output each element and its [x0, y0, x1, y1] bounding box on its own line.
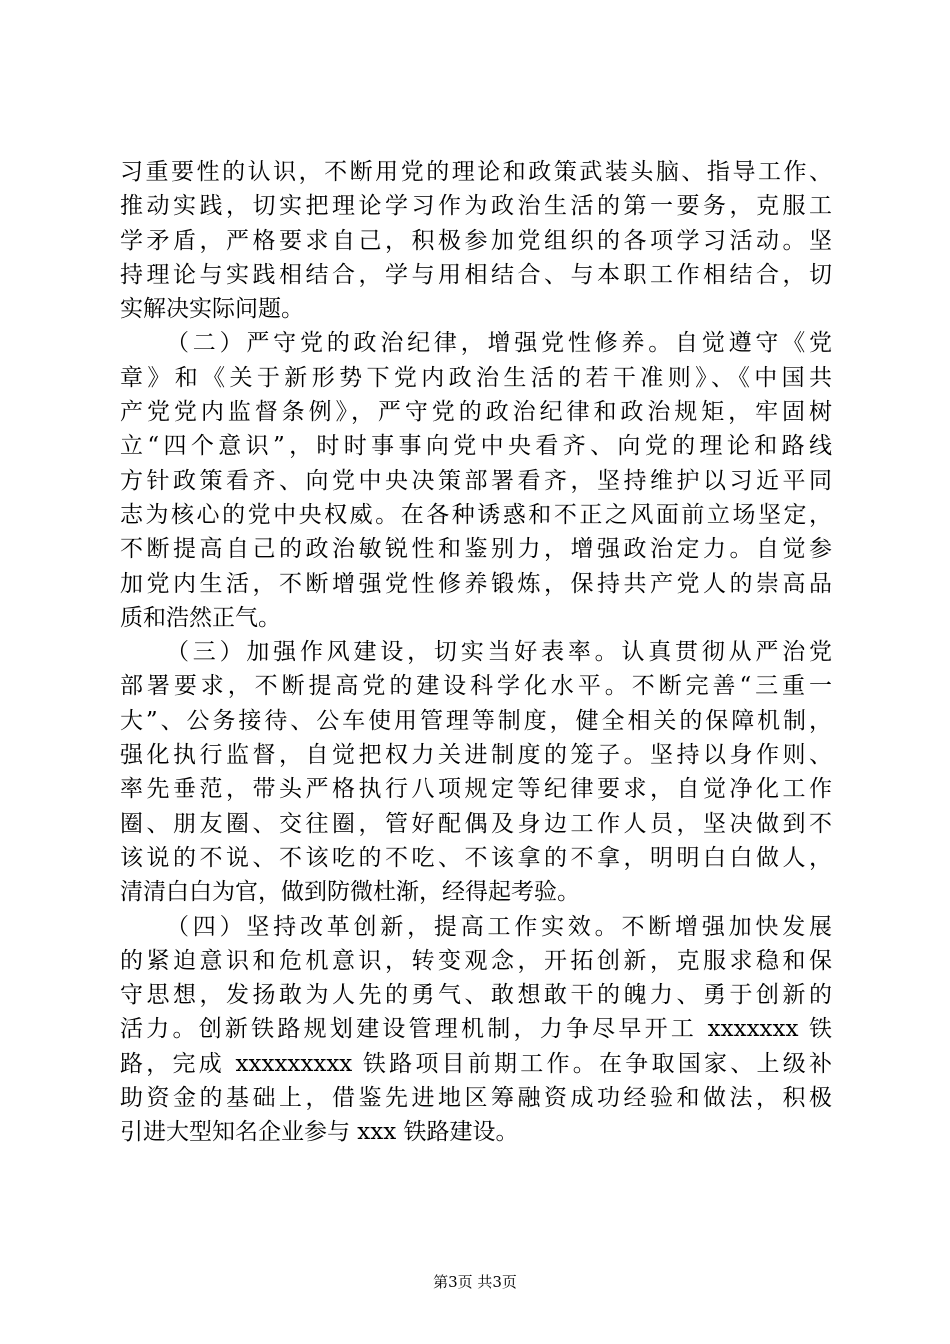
document-body — [120, 155, 832, 1150]
paragraph-4-first-line: （四）坚持改革创新，提高工作实效。不断增强加快发展 — [166, 913, 832, 940]
text-line: 质和浩然正气。 — [120, 604, 281, 631]
text-line: 产党党内监督条例》，严守党的政治纪律和政治规矩，牢固树 — [120, 399, 832, 426]
text-line: 志为核心的党中央权威。在各种诱惑和不正之风面前立场坚定， — [120, 501, 832, 528]
text-line: 的紧迫意识和危机意识，转变观念，开拓创新，克服求稳和保 — [120, 947, 832, 974]
text-line: 清清白白为官，做到防微杜渐，经得起考验。 — [120, 879, 580, 906]
text-line: 立“四个意识”，时时事事向党中央看齐、向党的理论和路线 — [120, 433, 832, 460]
text-line: 引进大型知名企业参与 xxx 铁路建设。 — [120, 1119, 519, 1146]
text-line: 该说的不说、不该吃的不吃、不该拿的不拿，明明白白做人， — [120, 844, 832, 871]
text-line: 路，完成 xxxxxxxxx 铁路项目前期工作。在争取国家、上级补 — [120, 1050, 832, 1077]
paragraph-3-first-line: （三）加强作风建设，切实当好表率。认真贯彻从严治党 — [166, 639, 832, 666]
text-line: 章》和《关于新形势下党内政治生活的若干准则》、《中国共 — [120, 364, 832, 391]
text-line: 方针政策看齐、向党中央决策部署看齐，坚持维护以习近平同 — [120, 467, 832, 494]
paragraph-2-first-line: （二）严守党的政治纪律，增强党性修养。自觉遵守《党 — [166, 330, 832, 357]
text-line: 加党内生活，不断增强党性修养锻炼，保持共产党人的崇高品 — [120, 570, 832, 597]
text-line: 强化执行监督，自觉把权力关进制度的笼子。坚持以身作则、 — [120, 742, 832, 769]
text-line: 率先垂范，带头严格执行八项规定等纪律要求，自觉净化工作 — [120, 776, 832, 803]
page-number-footer: 第3页 共3页 — [433, 1273, 517, 1291]
text-line: 助资金的基础上，借鉴先进地区筹融资成功经验和做法，积极 — [120, 1085, 832, 1112]
text-line: 推动实践，切实把理论学习作为政治生活的第一要务，克服工 — [120, 193, 832, 220]
text-line: 习重要性的认识，不断用党的理论和政策武装头脑、指导工作、 — [120, 159, 832, 185]
text-line: 持理论与实践相结合，学与用相结合、与本职工作相结合，切 — [120, 261, 832, 288]
text-line: 圈、朋友圈、交往圈，管好配偶及身边工作人员，坚决做到不 — [120, 810, 832, 837]
text-line: 活力。创新铁路规划建设管理机制，力争尽早开工 xxxxxxx 铁 — [120, 1016, 832, 1043]
text-line: 实解决实际问题。 — [120, 296, 304, 323]
text-line: 不断提高自己的政治敏锐性和鉴别力，增强政治定力。自觉参 — [120, 536, 832, 563]
text-line: 大”、公务接待、公车使用管理等制度，健全相关的保障机制， — [120, 707, 832, 734]
text-line: 部署要求，不断提高党的建设科学化水平。不断完善“三重一 — [120, 673, 832, 700]
text-line: 守思想，发扬敢为人先的勇气、敢想敢干的魄力、勇于创新的 — [120, 982, 832, 1009]
text-line: 学矛盾，严格要求自己，积极参加党组织的各项学习活动。坚 — [120, 227, 832, 254]
